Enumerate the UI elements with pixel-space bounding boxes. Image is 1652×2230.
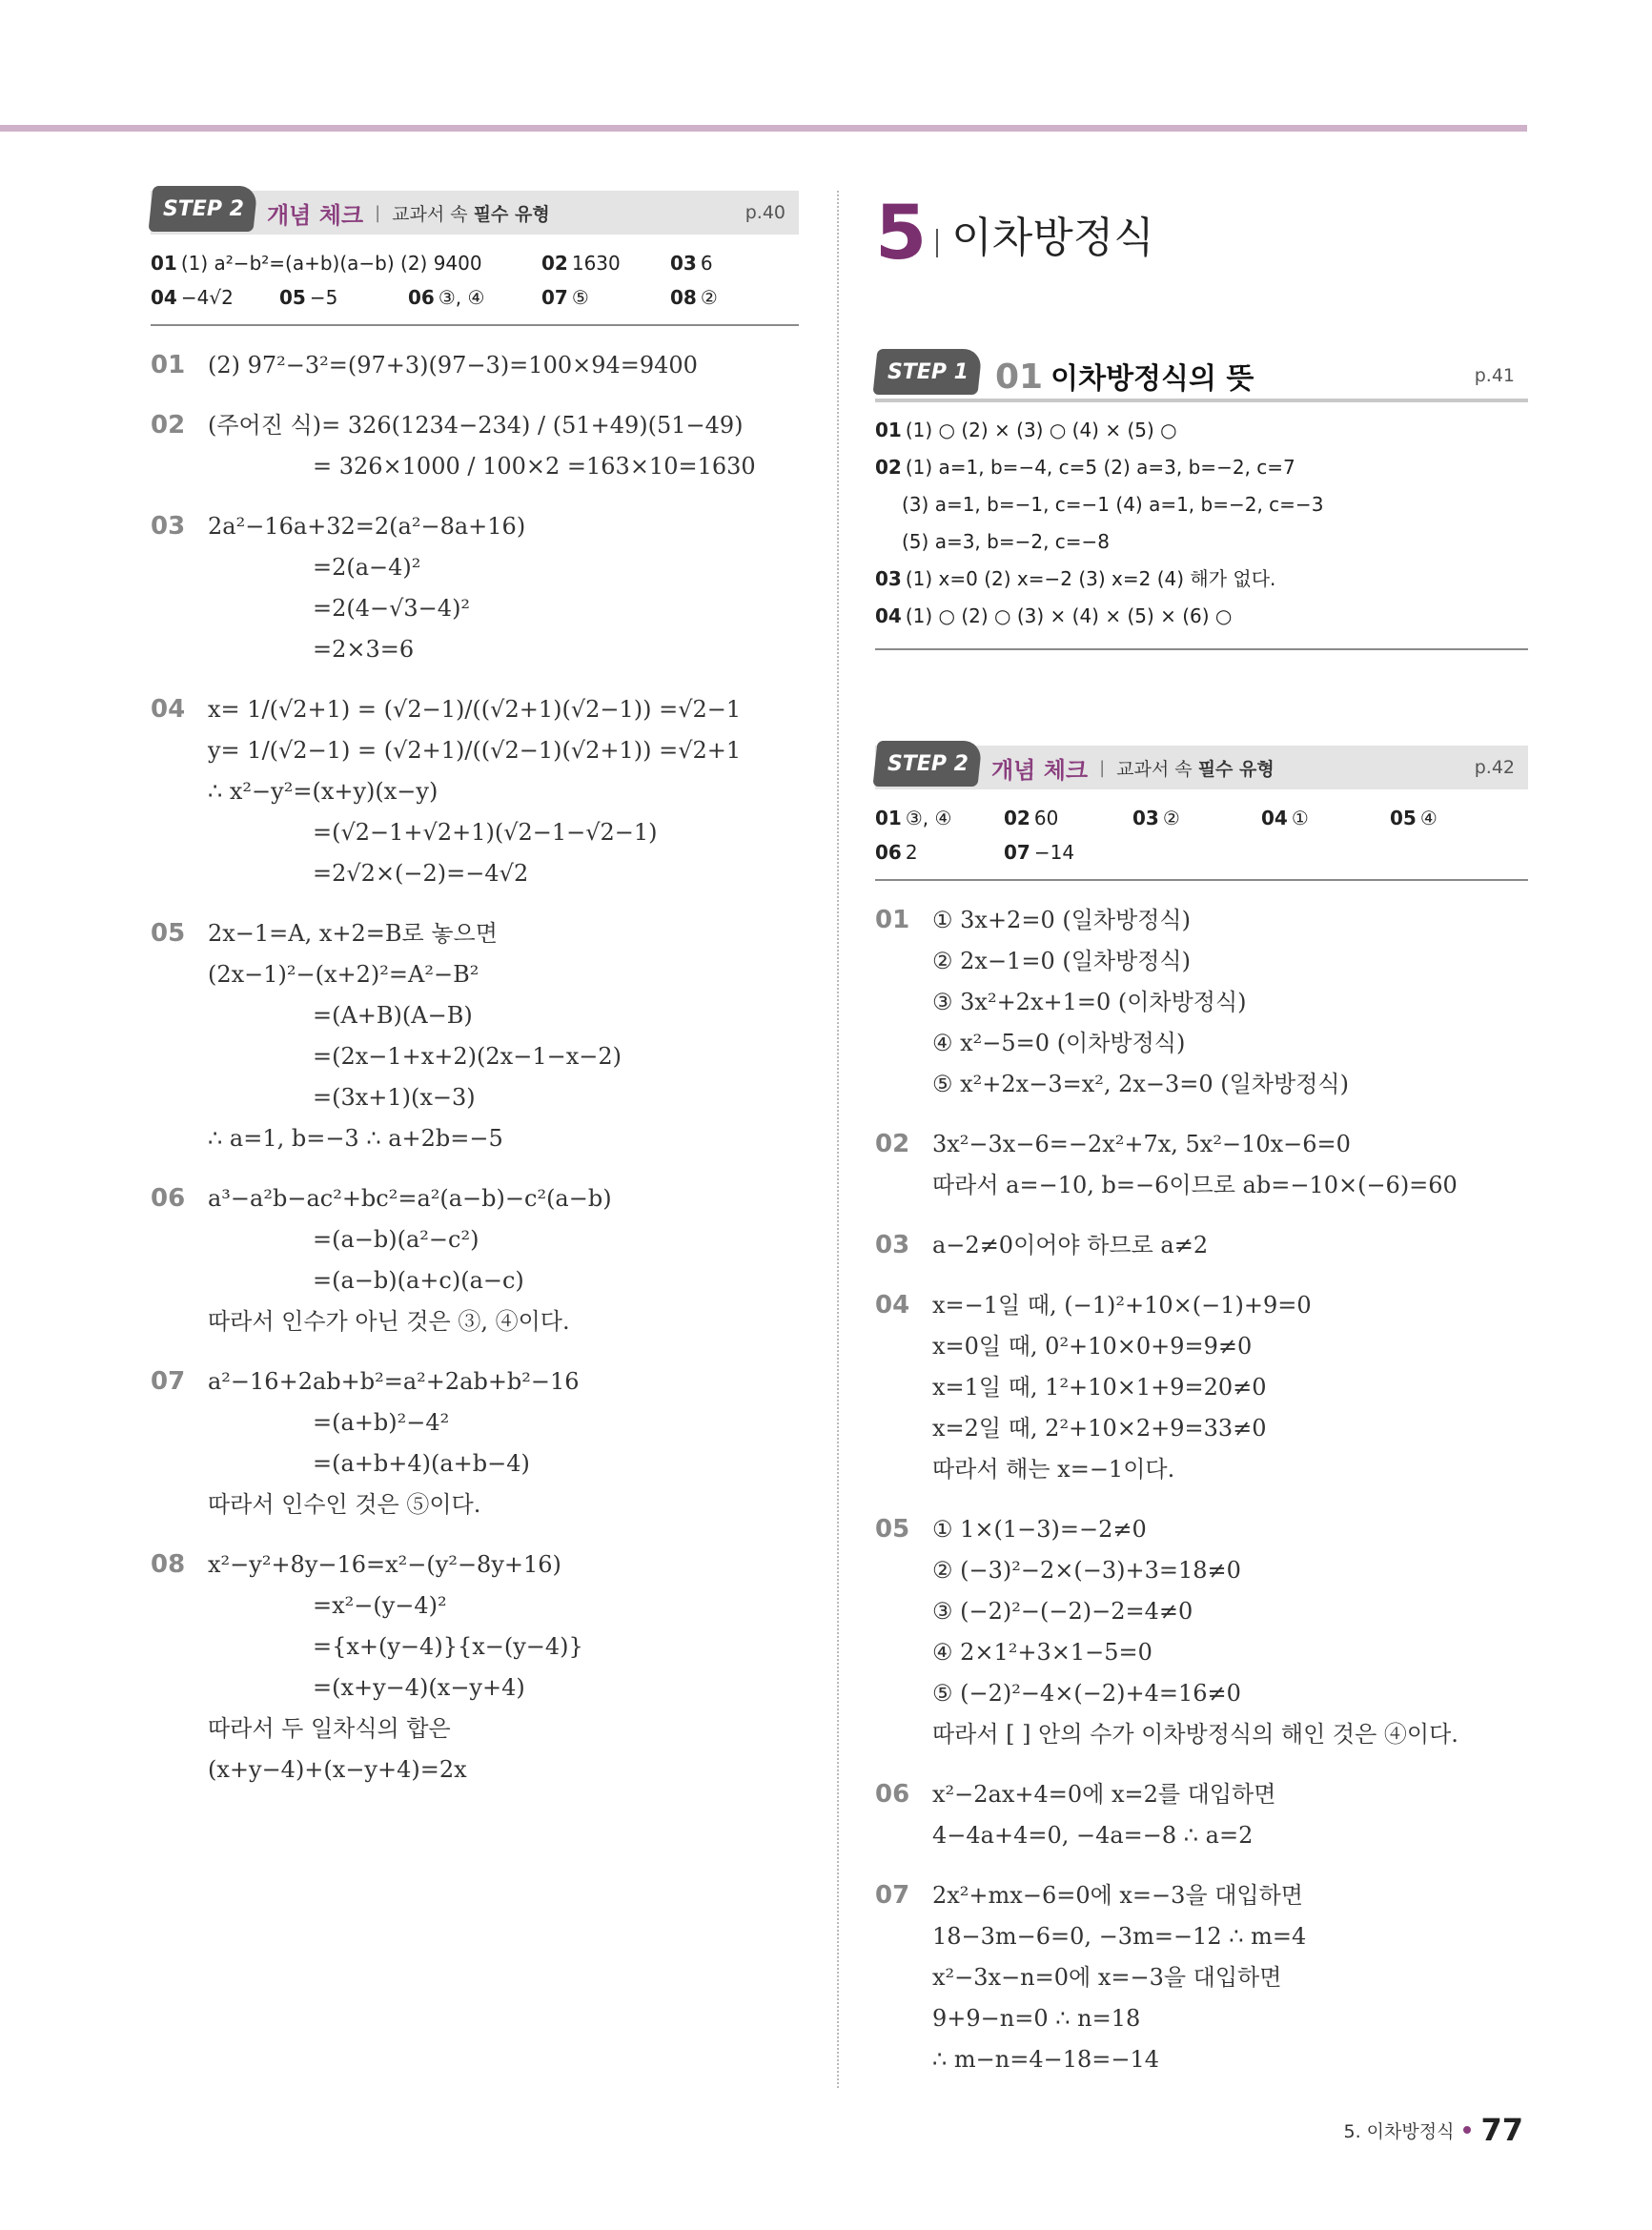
solution-line: =2√2×(−2)=−4√2 bbox=[313, 860, 529, 887]
solution-line: 9+9−n=0 ∴ n=18 bbox=[932, 2005, 1141, 2032]
solution-body bbox=[875, 1774, 1528, 1856]
chapter-title: 이차방정식 bbox=[951, 214, 1154, 262]
answer-text: 6 bbox=[700, 252, 713, 275]
solution-number: 03 bbox=[875, 1231, 910, 1259]
solution-line: (주어진 식)= 326(1234−234) / (51+49)(51−49) bbox=[208, 412, 744, 439]
solution-line: ⑤ x²+2x−3=x², 2x−3=0 (일차방정식) bbox=[932, 1071, 1349, 1097]
answer-cell bbox=[1261, 807, 1390, 829]
solution-line: ④ x²−5=0 (이차방정식) bbox=[932, 1030, 1186, 1056]
answer-cell bbox=[875, 841, 1004, 864]
answer-row bbox=[151, 280, 799, 315]
step2-header bbox=[151, 191, 799, 235]
answer-line bbox=[875, 598, 1528, 635]
answer-text: (1) x=0 (2) x=−2 (3) x=2 (4) 해가 없다. bbox=[905, 567, 1276, 590]
step-badge: STEP 2 bbox=[872, 741, 982, 787]
solution-body bbox=[151, 1545, 799, 1790]
answer-text: (3) a=1, b=−1, c=−1 (4) a=1, b=−2, c=−3 bbox=[902, 493, 1324, 516]
answer-number: 04 bbox=[1261, 807, 1288, 829]
answer-text: ① bbox=[1291, 807, 1309, 829]
solution-line: ④ 2×1²+3×1−5=0 bbox=[932, 1639, 1152, 1666]
answer-text: (1) a=1, b=−4, c=5 (2) a=3, b=−2, c=7 bbox=[905, 456, 1295, 479]
solution-line: a²−16+2ab+b²=a²+2ab+b²−16 bbox=[208, 1368, 580, 1395]
answer-number: 08 bbox=[670, 286, 697, 309]
step2-header bbox=[875, 746, 1528, 789]
solution-line: ∴ a=1, b=−3 ∴ a+2b=−5 bbox=[208, 1125, 503, 1152]
solution-body bbox=[875, 1875, 1528, 2080]
answer-number: 02 bbox=[875, 456, 902, 479]
solution-body bbox=[151, 1361, 799, 1525]
answer-cell bbox=[408, 286, 541, 309]
solution-line: ① 1×(1−3)=−2≠0 bbox=[932, 1516, 1147, 1543]
step-subtitle: 교과서 속 필수 유형 bbox=[1116, 758, 1275, 780]
solution-item bbox=[151, 506, 799, 670]
solution-number: 02 bbox=[875, 1130, 910, 1158]
solution-line: x= 1/(√2+1) = (√2−1)/((√2+1)(√2−1)) =√2−1 bbox=[208, 696, 742, 723]
solution-line: a³−a²b−ac²+bc²=a²(a−b)−c²(a−b) bbox=[208, 1185, 612, 1212]
answer-text: (1) a²−b²=(a+b)(a−b) (2) 9400 bbox=[180, 252, 482, 275]
solution-body bbox=[875, 1285, 1528, 1490]
chapter-divider bbox=[936, 229, 938, 257]
solution-item bbox=[875, 1774, 1528, 1856]
answer-number: 02 bbox=[1004, 807, 1030, 829]
answer-text: 1630 bbox=[571, 252, 621, 275]
right-column bbox=[875, 191, 1528, 2080]
answer-line bbox=[875, 523, 1528, 561]
solution-line: x=1일 때, 1²+10×1+9=20≠0 bbox=[932, 1374, 1267, 1401]
bullet-icon bbox=[1463, 2126, 1471, 2134]
solution-number: 02 bbox=[151, 411, 186, 440]
solution-body bbox=[875, 900, 1528, 1105]
solution-number: 01 bbox=[151, 351, 186, 379]
answer-text: 2 bbox=[905, 841, 918, 864]
answer-cell bbox=[1004, 807, 1132, 829]
solution-number: 06 bbox=[151, 1184, 186, 1213]
answer-number: 01 bbox=[151, 252, 177, 275]
answer-cell bbox=[670, 252, 799, 275]
solution-number: 07 bbox=[875, 1881, 910, 1910]
solution-line: x²−2ax+4=0에 x=2를 대입하면 bbox=[932, 1781, 1276, 1808]
solution-line: =(a−b)(a²−c²) bbox=[313, 1226, 479, 1253]
step-badge: STEP 1 bbox=[872, 349, 982, 395]
answer-line bbox=[875, 449, 1528, 486]
solution-line: 따라서 인수가 아닌 것은 ③, ④이다. bbox=[208, 1308, 570, 1335]
solution-body bbox=[875, 1509, 1528, 1755]
solution-number: 08 bbox=[151, 1550, 186, 1579]
page-reference: p.42 bbox=[1474, 757, 1515, 778]
answer-text: (1) ○ (2) ○ (3) × (4) × (5) × (6) ○ bbox=[905, 604, 1233, 627]
solution-line: x²−y²+8y−16=x²−(y²−8y+16) bbox=[208, 1551, 561, 1578]
solution-line: =2(a−4)² bbox=[313, 554, 421, 581]
solution-line: ② 2x−1=0 (일차방정식) bbox=[932, 948, 1191, 974]
solution-line: 18−3m−6=0, −3m=−12 ∴ m=4 bbox=[932, 1923, 1307, 1950]
answer-number: 04 bbox=[151, 286, 177, 309]
solutions-list bbox=[151, 345, 799, 1790]
solution-line: x=−1일 때, (−1)²+10×(−1)+9=0 bbox=[932, 1292, 1312, 1319]
solution-item bbox=[875, 900, 1528, 1105]
answer-text: (1) ○ (2) × (3) ○ (4) × (5) ○ bbox=[905, 419, 1177, 441]
solution-line: 따라서 해는 x=−1이다. bbox=[932, 1456, 1175, 1483]
answer-number: 03 bbox=[670, 252, 697, 275]
step-title: 개념 체크 bbox=[991, 756, 1089, 784]
chapter-heading bbox=[875, 191, 1528, 276]
answer-grid bbox=[875, 789, 1528, 881]
answer-cell bbox=[1390, 807, 1495, 829]
solution-line: x=0일 때, 0²+10×0+9=9≠0 bbox=[932, 1333, 1253, 1360]
step1-answers bbox=[875, 402, 1528, 650]
answer-row bbox=[875, 801, 1528, 835]
answer-cell bbox=[279, 286, 408, 309]
chapter-number: 5 bbox=[875, 191, 928, 276]
solution-line: 4−4a+4=0, −4a=−8 ∴ a=2 bbox=[932, 1822, 1254, 1849]
left-column bbox=[151, 191, 799, 1790]
solution-line: (x+y−4)+(x−y+4)=2x bbox=[208, 1756, 467, 1783]
solution-line: ③ (−2)²−(−2)−2=4≠0 bbox=[932, 1598, 1193, 1625]
answer-text: ③, ④ bbox=[438, 286, 485, 309]
solutions-list bbox=[875, 900, 1528, 2080]
answer-number: 03 bbox=[1132, 807, 1159, 829]
answer-number: 04 bbox=[875, 604, 902, 627]
solution-item bbox=[875, 1285, 1528, 1490]
solution-line: =(A+B)(A−B) bbox=[313, 1002, 473, 1029]
page-number: 77 bbox=[1480, 2112, 1523, 2148]
solution-line: 따라서 a=−10, b=−6이므로 ab=−10×(−6)=60 bbox=[932, 1172, 1458, 1198]
answer-line bbox=[875, 561, 1528, 598]
answer-text: 60 bbox=[1033, 807, 1059, 829]
solution-line: = 326×1000 / 100×2 =163×10=1630 bbox=[313, 453, 756, 480]
solution-number: 04 bbox=[151, 695, 186, 724]
solution-number: 05 bbox=[875, 1515, 910, 1544]
solution-line: =(2x−1+x+2)(2x−1−x−2) bbox=[313, 1043, 622, 1070]
solution-number: 07 bbox=[151, 1367, 186, 1396]
answer-cell bbox=[670, 286, 775, 309]
answer-number: 07 bbox=[1004, 841, 1030, 864]
solution-item bbox=[151, 1361, 799, 1525]
solution-line: ={x+(y−4)}{x−(y−4)} bbox=[313, 1633, 583, 1660]
answer-text: −14 bbox=[1033, 841, 1075, 864]
solution-line: y= 1/(√2−1) = (√2+1)/((√2−1)(√2+1)) =√2+1 bbox=[208, 737, 742, 764]
step-badge: STEP 2 bbox=[148, 186, 257, 232]
answer-row bbox=[875, 835, 1528, 869]
solution-line: 2a²−16a+32=2(a²−8a+16) bbox=[208, 513, 526, 540]
page-reference: p.41 bbox=[1474, 365, 1515, 386]
solution-item bbox=[875, 1875, 1528, 2080]
step-title: 개념 체크 bbox=[267, 201, 364, 229]
answer-cell bbox=[541, 252, 670, 275]
page-reference: p.40 bbox=[744, 202, 785, 223]
step-subtitle: 교과서 속 필수 유형 bbox=[392, 203, 550, 225]
solution-line: =2(4−√3−4)² bbox=[313, 595, 471, 622]
answer-number: 07 bbox=[541, 286, 568, 309]
solution-line: ⑤ (−2)²−4×(−2)+4=16≠0 bbox=[932, 1680, 1241, 1707]
answer-number: 01 bbox=[875, 807, 902, 829]
answer-number: 06 bbox=[408, 286, 435, 309]
answer-number: 02 bbox=[541, 252, 568, 275]
answer-text: −5 bbox=[309, 286, 338, 309]
solution-line: 따라서 [ ] 안의 수가 이차방정식의 해인 것은 ④이다. bbox=[932, 1721, 1458, 1748]
answer-number: 05 bbox=[1390, 807, 1417, 829]
page-footer bbox=[1344, 2112, 1523, 2148]
answer-grid bbox=[151, 235, 799, 326]
solution-line: (2x−1)²−(x+2)²=A²−B² bbox=[208, 961, 479, 988]
solution-body bbox=[151, 405, 799, 487]
answer-text: −4√2 bbox=[180, 286, 234, 309]
answer-number: 01 bbox=[875, 419, 902, 441]
solution-number: 04 bbox=[875, 1291, 910, 1320]
solution-line: =(a+b+4)(a+b−4) bbox=[313, 1450, 530, 1477]
answer-cell bbox=[151, 286, 279, 309]
solution-line: ∴ m−n=4−18=−14 bbox=[932, 2046, 1160, 2073]
solution-line: ③ 3x²+2x+1=0 (이차방정식) bbox=[932, 989, 1247, 1015]
solution-body bbox=[875, 1124, 1528, 1206]
solution-line: ∴ x²−y²=(x+y)(x−y) bbox=[208, 778, 438, 805]
answer-line bbox=[875, 412, 1528, 449]
solution-number: 06 bbox=[875, 1780, 910, 1809]
answer-cell bbox=[151, 252, 541, 275]
column-divider bbox=[837, 191, 839, 2088]
solution-body bbox=[151, 913, 799, 1159]
solution-item bbox=[875, 1124, 1528, 1206]
answer-text: ⑤ bbox=[571, 286, 589, 309]
solution-body bbox=[151, 689, 799, 894]
solution-item bbox=[151, 913, 799, 1159]
solution-line: 3x²−3x−6=−2x²+7x, 5x²−10x−6=0 bbox=[932, 1131, 1351, 1157]
solution-line: a−2≠0이어야 하므로 a≠2 bbox=[932, 1232, 1209, 1258]
solution-line: =(√2−1+√2+1)(√2−1−√2−1) bbox=[313, 819, 658, 846]
solution-line: =x²−(y−4)² bbox=[313, 1592, 447, 1619]
answer-cell bbox=[875, 807, 1004, 829]
top-decorative-rule bbox=[0, 125, 1527, 132]
solution-line: x²−3x−n=0에 x=−3을 대입하면 bbox=[932, 1964, 1282, 1991]
solution-line: =(a+b)²−4² bbox=[313, 1409, 450, 1436]
answer-line bbox=[875, 486, 1528, 523]
solution-line: =(3x+1)(x−3) bbox=[313, 1084, 476, 1111]
solution-item bbox=[151, 1178, 799, 1342]
answer-number: 05 bbox=[279, 286, 306, 309]
solution-body bbox=[151, 345, 799, 386]
solution-line: ① 3x+2=0 (일차방정식) bbox=[932, 907, 1191, 933]
solution-number: 03 bbox=[151, 512, 186, 541]
answer-text: ④ bbox=[1419, 807, 1438, 829]
solution-number: 01 bbox=[875, 906, 910, 934]
solution-item bbox=[151, 689, 799, 894]
answer-text: ② bbox=[1162, 807, 1180, 829]
solution-item bbox=[151, 345, 799, 386]
solution-body bbox=[875, 1225, 1528, 1266]
solution-body bbox=[151, 506, 799, 670]
answer-number: 06 bbox=[875, 841, 902, 864]
solution-item bbox=[151, 1545, 799, 1790]
separator: | bbox=[1099, 757, 1106, 778]
step1-header bbox=[875, 353, 1528, 402]
separator: | bbox=[375, 202, 381, 223]
solution-item bbox=[875, 1509, 1528, 1755]
answer-row bbox=[151, 246, 799, 280]
solution-body bbox=[151, 1178, 799, 1342]
solution-line: x=2일 때, 2²+10×2+9=33≠0 bbox=[932, 1415, 1267, 1442]
solution-line: 2x−1=A, x+2=B로 놓으면 bbox=[208, 920, 498, 947]
answer-number: 03 bbox=[875, 567, 902, 590]
solution-line: =2×3=6 bbox=[313, 636, 415, 663]
solution-line: =(x+y−4)(x−y+4) bbox=[313, 1674, 525, 1701]
footer-chapter-label: 5. 이차방정식 bbox=[1343, 2120, 1455, 2142]
answer-cell bbox=[541, 286, 670, 309]
solution-line: ② (−3)²−2×(−3)+3=18≠0 bbox=[932, 1557, 1241, 1584]
step1-title: 01 이차방정식의 뜻 bbox=[995, 358, 1254, 397]
solution-line: 2x²+mx−6=0에 x=−3을 대입하면 bbox=[932, 1882, 1303, 1909]
solution-line: =(a−b)(a+c)(a−c) bbox=[313, 1267, 524, 1294]
answer-text: ② bbox=[700, 286, 718, 309]
solution-item bbox=[875, 1225, 1528, 1266]
answer-cell bbox=[1132, 807, 1261, 829]
answer-text: (5) a=3, b=−2, c=−8 bbox=[902, 530, 1111, 553]
solution-line: 따라서 인수인 것은 ⑤이다. bbox=[208, 1491, 481, 1518]
solution-line: 따라서 두 일차식의 합은 bbox=[208, 1715, 451, 1742]
solution-line: (2) 97²−3²=(97+3)(97−3)=100×94=9400 bbox=[208, 352, 698, 378]
solution-number: 05 bbox=[151, 919, 186, 948]
solution-item bbox=[151, 405, 799, 487]
answer-text: ③, ④ bbox=[905, 807, 952, 829]
answer-cell bbox=[1004, 841, 1132, 864]
